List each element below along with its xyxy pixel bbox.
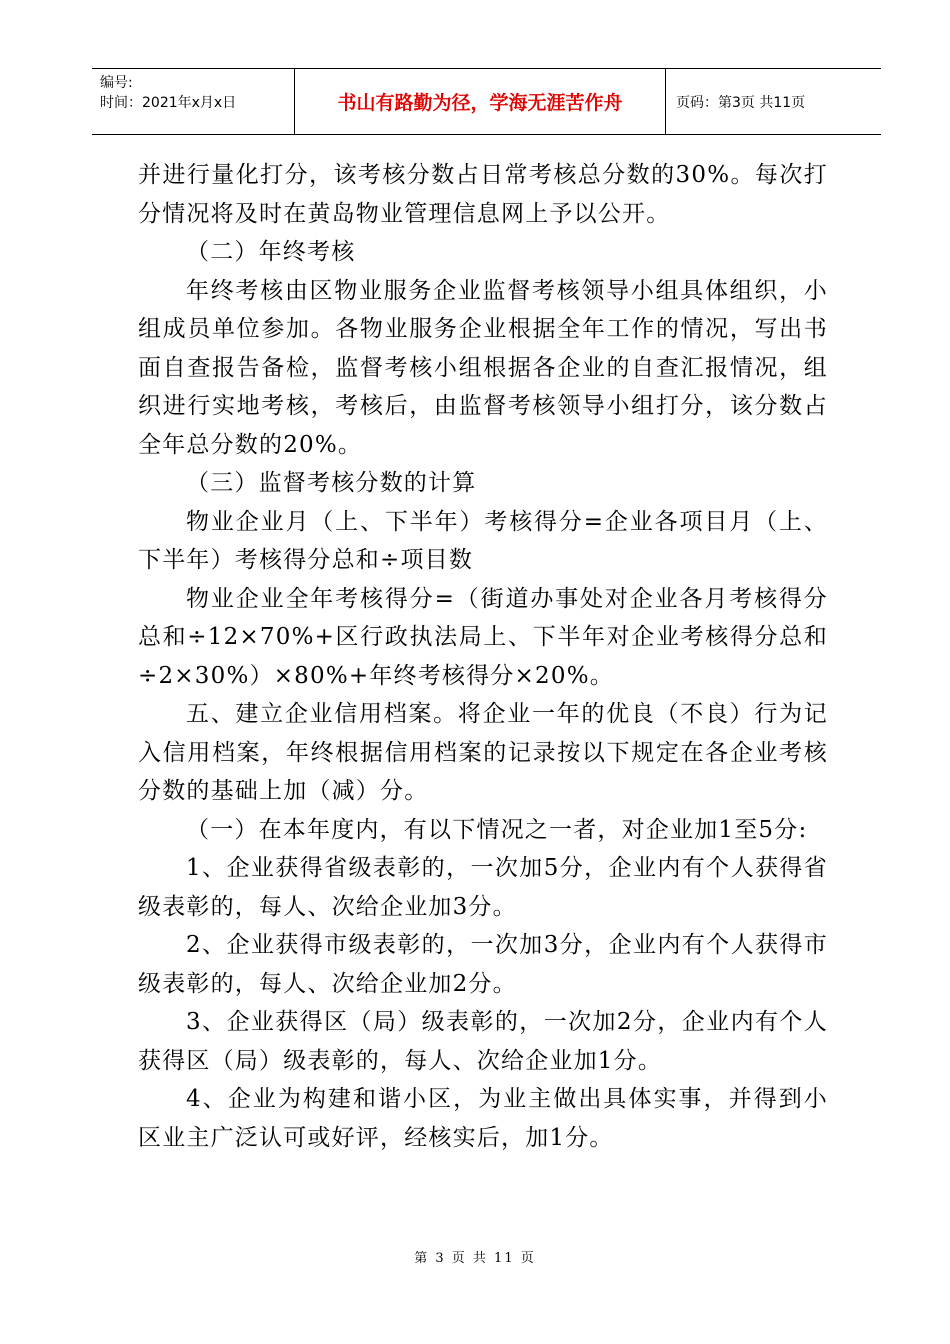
document-time-label: 时间：2021年x月x日 [100, 95, 237, 111]
header-page-info [666, 69, 881, 134]
motto-text: 书山有路勤为径，学海无涯苦作舟 [337, 92, 623, 114]
list-item: 3、企业获得区（局）级表彰的，一次加2分，企业内有个人获得区（局）级表彰的，每人、次给企业加1分。 [138, 1009, 828, 1074]
list-item: 4、企业为构建和谐小区，为业主做出具体实事，并得到小区业主广泛认可或好评，经核实后，加1分。 [138, 1086, 828, 1151]
page-number-label: 页码：第3页 共11页 [676, 94, 806, 111]
subsection-heading-bonus: （一）在本年度内，有以下情况之一者，对企业加1至5分: [186, 816, 808, 843]
document-number-label: 编号: [100, 75, 133, 91]
formula-paragraph: 物业企业全年考核得分=（街道办事处对企业各月考核得分总和÷12×70%+区行政执法局上、下半年对企业考核得分总和÷2×30%）×80%+年终考核得分×20%。 [138, 585, 828, 689]
list-item: 2、企业获得市级表彰的，一次加3分，企业内有个人获得市级表彰的，每人、次给企业加2分。 [138, 932, 828, 997]
page-footer: 第 3 页 共 11 页 [414, 1251, 536, 1266]
page-header [92, 68, 881, 135]
paragraph: 并进行量化打分，该考核分数占日常考核总分数的30%。每次打分情况将及时在黄岛物业管理信息网上予以公开。 [138, 162, 828, 227]
formula-paragraph: 物业企业月（上、下半年）考核得分=企业各项目月（上、下半年）考核得分总和÷项目数 [138, 508, 828, 573]
paragraph: 年终考核由区物业服务企业监督考核领导小组具体组织，小组成员单位参加。各物业服务企业根据全年工作的情况，写出书面自查报告备检，监督考核小组根据各企业的自查汇报情况，组织进行实地考核，考核后，由监督考核领导小组打分，该分数占全年总分数的20%。 [138, 277, 828, 458]
section-heading-score-calculation: （三）监督考核分数的计算 [186, 470, 477, 496]
section-heading-year-end-review: （二）年终考核 [186, 239, 356, 265]
header-meta [92, 69, 294, 134]
section-heading-credit-archive: 五、建立企业信用档案。将企业一年的优良（不良）行为记入信用档案，年终根据信用档案的记录按以下规定在各企业考核分数的基础上加（减）分。 [138, 701, 828, 804]
document-body [138, 156, 828, 1157]
header-motto [294, 69, 666, 134]
list-item: 1、企业获得省级表彰的，一次加5分，企业内有个人获得省级表彰的，每人、次给企业加3分。 [138, 855, 828, 920]
